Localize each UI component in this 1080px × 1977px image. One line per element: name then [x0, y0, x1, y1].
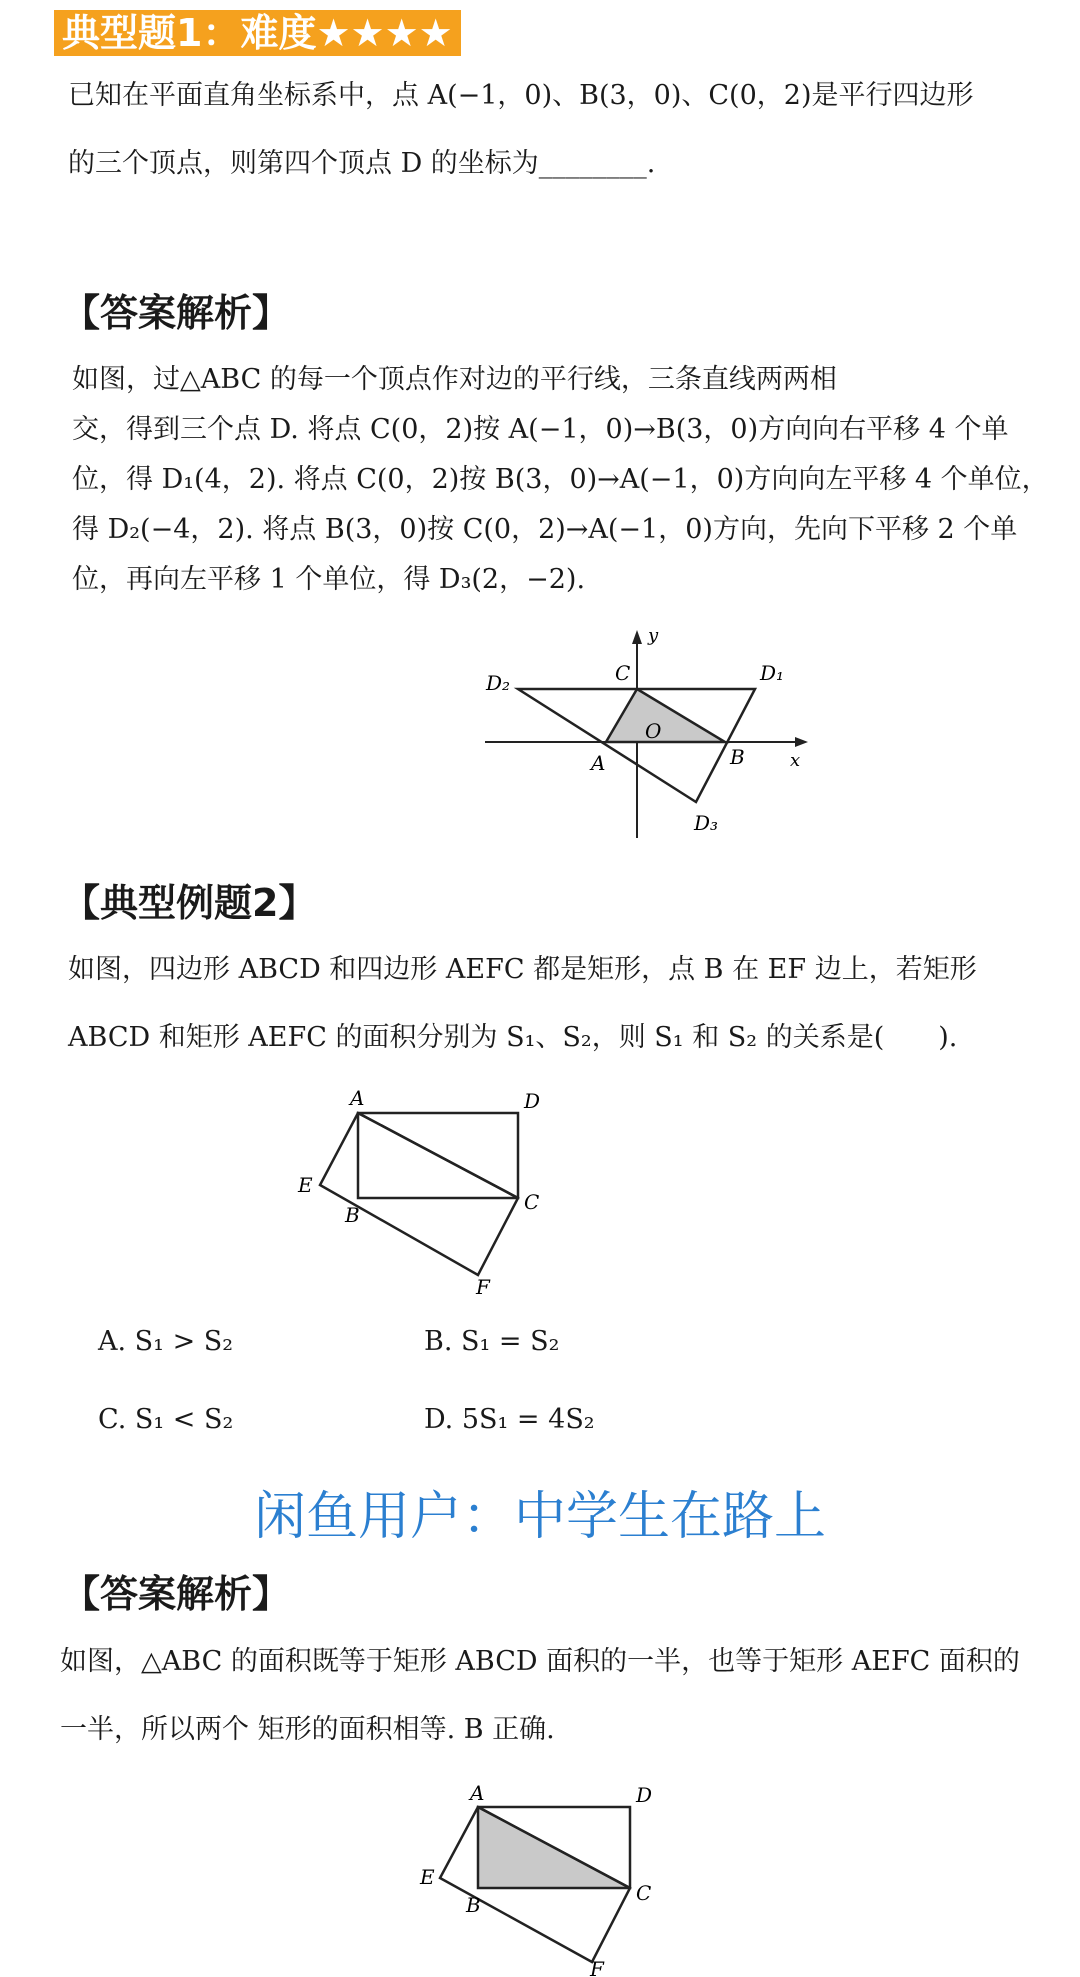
problem1-line: 的三个顶点，则第四个顶点 D 的坐标为________. — [68, 148, 656, 179]
label-b: B — [466, 1893, 481, 1917]
label-d2: D₂ — [486, 671, 511, 695]
label-o: O — [645, 719, 662, 743]
label-x: x — [790, 750, 801, 771]
solution1-line: 位，再向左平移 1 个单位，得 D₃(2，−2). — [72, 564, 586, 595]
label-a: A — [470, 1781, 485, 1805]
label-b: B — [345, 1203, 360, 1227]
option-a: A. S₁ > S₂ — [98, 1326, 234, 1357]
label-f: F — [590, 1957, 604, 1977]
problem2-line: ABCD 和矩形 AEFC 的面积分别为 S₁、S₂，则 S₁ 和 S₂ 的关系是( ). — [68, 1022, 958, 1053]
label-e: E — [298, 1173, 313, 1197]
solution1-line: 交，得到三个点 D. 将点 C(0，2)按 A(−1，0)→B(3，0)方向向右平移 4 个单 — [72, 414, 1009, 445]
label-e: E — [420, 1865, 435, 1889]
solution2-line: 一半，所以两个 矩形的面积相等. B 正确. — [60, 1714, 555, 1745]
label-c: C — [524, 1190, 540, 1214]
label-c: C — [636, 1881, 652, 1905]
label-d1: D₁ — [760, 661, 785, 685]
label-f: F — [476, 1275, 490, 1299]
label-d: D — [524, 1089, 541, 1113]
option-d: D. 5S₁ = 4S₂ — [424, 1404, 595, 1435]
watermark: 闲鱼用户：中学生在路上 — [253, 1487, 826, 1547]
problem1-line: 已知在平面直角坐标系中，点 A(−1，0)、B(3，0)、C(0，2)是平行四边形 — [68, 80, 974, 111]
label-a: A — [591, 751, 606, 775]
label-d3: D₃ — [694, 811, 719, 835]
label-y: y — [648, 625, 659, 646]
solution1-line: 得 D₂(−4，2). 将点 B(3，0)按 C(0，2)→A(−1，0)方向，先向下平移 2 个单 — [72, 514, 1018, 545]
label-a: A — [350, 1086, 365, 1110]
solution2-heading: 【答案解析】 — [62, 1572, 291, 1616]
solution1-line: 位，得 D₁(4，2). 将点 C(0，2)按 B(3，0)→A(−1，0)方向向左平移 4 个单位， — [72, 464, 1049, 495]
problem1-title: 典型题1：难度★★★★ — [54, 10, 461, 56]
option-b: B. S₁ = S₂ — [424, 1326, 560, 1357]
label-c: C — [615, 661, 631, 685]
problem2-heading: 【典型例题2】 — [62, 881, 317, 925]
option-c: C. S₁ < S₂ — [98, 1404, 234, 1435]
label-d: D — [636, 1783, 653, 1807]
solution2-line: 如图，△ABC 的面积既等于矩形 ABCD 面积的一半，也等于矩形 AEFC 面积的 — [60, 1646, 1020, 1677]
label-b: B — [730, 745, 745, 769]
solution1-heading: 【答案解析】 — [62, 291, 291, 335]
solution1-line: 如图，过△ABC 的每一个顶点作对边的平行线，三条直线两两相 — [72, 364, 837, 395]
problem2-line: 如图，四边形 ABCD 和四边形 AEFC 都是矩形，点 B 在 EF 边上，若矩形 — [68, 954, 977, 985]
